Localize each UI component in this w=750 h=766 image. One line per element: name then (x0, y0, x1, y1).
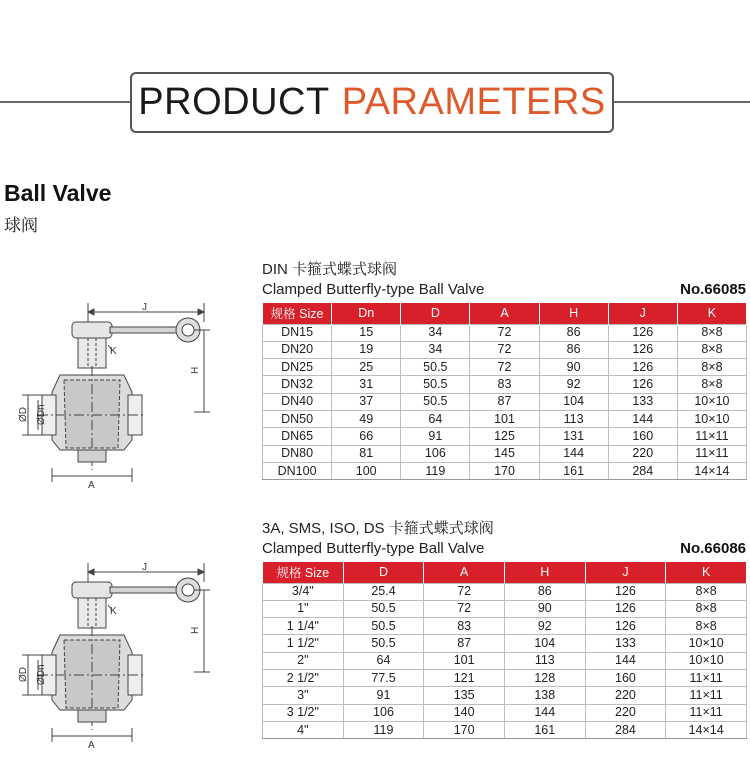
table-cell: 15 (332, 324, 401, 341)
table-row (263, 393, 747, 410)
table-cell: 8×8 (677, 359, 746, 376)
table-cell: 126 (608, 341, 677, 358)
table-cell: 11×11 (677, 445, 746, 462)
table-cell: 101 (424, 652, 505, 669)
column-header: K (677, 303, 746, 324)
dim-label-k: K (110, 346, 117, 357)
table-cell: 37 (332, 393, 401, 410)
banner-word-parameters: PARAMETERS (341, 81, 606, 123)
column-header: H (539, 303, 608, 324)
table-cell: 34 (401, 324, 470, 341)
table-cell: 50.5 (401, 376, 470, 393)
table-cell: DN20 (263, 341, 332, 358)
table-cell: 128 (504, 669, 585, 686)
table-cell: 81 (332, 445, 401, 462)
table-cell: 106 (401, 445, 470, 462)
valve-drawing-2 (0, 560, 220, 750)
table-cell: 10×10 (677, 410, 746, 427)
table-cell: 91 (401, 428, 470, 445)
table2-title-en: Clamped Butterfly-type Ball Valve (262, 540, 485, 557)
column-header: J (585, 562, 666, 583)
table-cell: 87 (470, 393, 539, 410)
column-header: 规格 Size (263, 562, 344, 583)
table-row (263, 376, 747, 393)
table-cell: 1" (263, 600, 344, 617)
table-cell: 31 (332, 376, 401, 393)
table-row (263, 445, 747, 462)
table-cell: 8×8 (666, 618, 747, 635)
table-cell: 92 (504, 618, 585, 635)
dim-label-od: ØD (18, 407, 29, 422)
table-row (263, 652, 747, 669)
table-cell: 8×8 (677, 376, 746, 393)
table-cell: 49 (332, 410, 401, 427)
table-cell: 10×10 (666, 635, 747, 652)
table-cell: 170 (424, 721, 505, 738)
table-cell: 126 (608, 376, 677, 393)
table-cell: 72 (424, 600, 505, 617)
column-header: H (504, 562, 585, 583)
table-cell: 126 (585, 618, 666, 635)
table-row (263, 635, 747, 652)
table-cell: 8×8 (677, 324, 746, 341)
table-cell: 86 (504, 583, 585, 600)
table2-model-no: No.66086 (680, 540, 746, 557)
table-cell: 11×11 (666, 704, 747, 721)
table-cell: 3 1/2" (263, 704, 344, 721)
table-cell: 10×10 (677, 393, 746, 410)
table-cell: DN50 (263, 410, 332, 427)
table-cell: 160 (608, 428, 677, 445)
table-cell: 4" (263, 721, 344, 738)
table-cell: 160 (585, 669, 666, 686)
dim-label-odn: ØDn (36, 664, 47, 685)
table-cell: DN40 (263, 393, 332, 410)
column-header: J (608, 303, 677, 324)
table-cell: 2" (263, 652, 344, 669)
table-row (263, 687, 747, 704)
table-cell: 14×14 (666, 721, 747, 738)
dim-label-od: ØD (18, 667, 29, 682)
table-cell: 161 (539, 462, 608, 479)
table-cell: 106 (343, 704, 424, 721)
page-banner (130, 72, 614, 133)
table-row (263, 341, 747, 358)
table-cell: 90 (539, 359, 608, 376)
dim-label-k: K (110, 606, 117, 617)
table-cell: 50.5 (343, 635, 424, 652)
table-row (263, 704, 747, 721)
table-row (263, 583, 747, 600)
table-cell: 126 (608, 359, 677, 376)
table-cell: 14×14 (677, 462, 746, 479)
column-header: K (666, 562, 747, 583)
table-cell: 1 1/4" (263, 618, 344, 635)
table-cell: 83 (424, 618, 505, 635)
table-row (263, 324, 747, 341)
table-cell: 72 (470, 359, 539, 376)
table-cell: 72 (470, 341, 539, 358)
dim-label-h: H (190, 366, 201, 374)
table-cell: 126 (585, 600, 666, 617)
table-cell: 135 (424, 687, 505, 704)
table-cell: 91 (343, 687, 424, 704)
table-cell: 144 (504, 704, 585, 721)
dim-label-h: H (190, 626, 201, 634)
table-cell: 104 (504, 635, 585, 652)
table-cell: DN65 (263, 428, 332, 445)
dim-label-odn: ØDn (36, 404, 47, 425)
table-cell: 92 (539, 376, 608, 393)
table-cell: 133 (585, 635, 666, 652)
column-header: A (470, 303, 539, 324)
table-cell: 133 (608, 393, 677, 410)
table2-heading (262, 519, 746, 559)
table-cell: DN25 (263, 359, 332, 376)
table-cell: 72 (470, 324, 539, 341)
table-cell: 1 1/2" (263, 635, 344, 652)
table-cell: 144 (585, 652, 666, 669)
table-cell: 50.5 (401, 359, 470, 376)
table-cell: 72 (424, 583, 505, 600)
table-cell: DN32 (263, 376, 332, 393)
table-cell: 220 (608, 445, 677, 462)
table-cell: 50.5 (401, 393, 470, 410)
spec-table-1 (262, 303, 747, 480)
header-rule-left (0, 101, 131, 103)
table-cell: 50.5 (343, 618, 424, 635)
column-header: D (343, 562, 424, 583)
table-cell: 10×10 (666, 652, 747, 669)
table-cell: 126 (585, 583, 666, 600)
table-cell: DN80 (263, 445, 332, 462)
column-header: Dn (332, 303, 401, 324)
table-cell: 144 (539, 445, 608, 462)
table-row (263, 462, 747, 479)
table-cell: 131 (539, 428, 608, 445)
table-row (263, 359, 747, 376)
table-cell: 220 (585, 687, 666, 704)
table1-title-en: Clamped Butterfly-type Ball Valve (262, 281, 485, 298)
table2-title-cn: 3A, SMS, ISO, DS 卡箍式蝶式球阀 (262, 520, 494, 537)
table-cell: 25.4 (343, 583, 424, 600)
table-row (263, 669, 747, 686)
table-header-row (263, 303, 747, 324)
table-cell: 86 (539, 341, 608, 358)
table-cell: 170 (470, 462, 539, 479)
column-header: D (401, 303, 470, 324)
table-cell: 83 (470, 376, 539, 393)
table-row (263, 410, 747, 427)
table-cell: 25 (332, 359, 401, 376)
section-subtitle: 球阀 (4, 216, 38, 235)
table-cell: 119 (343, 721, 424, 738)
table-cell: 11×11 (677, 428, 746, 445)
table-cell: 126 (608, 324, 677, 341)
spec-table-2 (262, 562, 747, 739)
table-cell: 113 (539, 410, 608, 427)
table-cell: 19 (332, 341, 401, 358)
dim-label-j: J (142, 562, 147, 573)
table-row (263, 618, 747, 635)
dim-label-a: A (88, 480, 95, 490)
table1-heading (262, 260, 746, 300)
table1-title-cn: DIN 卡箍式蝶式球阀 (262, 261, 398, 278)
table-row (263, 600, 747, 617)
table-cell: 101 (470, 410, 539, 427)
table-cell: 64 (401, 410, 470, 427)
table-cell: 125 (470, 428, 539, 445)
table-cell: DN100 (263, 462, 332, 479)
table-cell: 121 (424, 669, 505, 686)
table-cell: 90 (504, 600, 585, 617)
table-cell: 8×8 (666, 600, 747, 617)
header-rule-right (614, 101, 750, 103)
table-cell: 140 (424, 704, 505, 721)
section-title: Ball Valve (4, 180, 112, 206)
table-cell: 8×8 (677, 341, 746, 358)
table-cell: 86 (539, 324, 608, 341)
table-cell: 11×11 (666, 669, 747, 686)
table-cell: DN15 (263, 324, 332, 341)
table-cell: 284 (608, 462, 677, 479)
table-cell: 34 (401, 341, 470, 358)
table-cell: 284 (585, 721, 666, 738)
table-header-row (263, 562, 747, 583)
table-cell: 113 (504, 652, 585, 669)
table-cell: 145 (470, 445, 539, 462)
dim-label-a: A (88, 740, 95, 750)
table-cell: 8×8 (666, 583, 747, 600)
table-cell: 104 (539, 393, 608, 410)
table-row (263, 428, 747, 445)
table-cell: 144 (608, 410, 677, 427)
table-cell: 77.5 (343, 669, 424, 686)
table-cell: 87 (424, 635, 505, 652)
table-cell: 3" (263, 687, 344, 704)
table-cell: 2 1/2" (263, 669, 344, 686)
table-cell: 138 (504, 687, 585, 704)
table-cell: 161 (504, 721, 585, 738)
dim-label-j: J (142, 302, 147, 313)
valve-drawing-1 (0, 300, 220, 490)
table-cell: 64 (343, 652, 424, 669)
column-header: 规格 Size (263, 303, 332, 324)
table-cell: 100 (332, 462, 401, 479)
table-cell: 66 (332, 428, 401, 445)
table-cell: 3/4" (263, 583, 344, 600)
table-cell: 220 (585, 704, 666, 721)
banner-word-product: PRODUCT (138, 81, 330, 123)
table-cell: 11×11 (666, 687, 747, 704)
table-row (263, 721, 747, 738)
table-cell: 50.5 (343, 600, 424, 617)
table1-model-no: No.66085 (680, 281, 746, 298)
table-cell: 119 (401, 462, 470, 479)
column-header: A (424, 562, 505, 583)
